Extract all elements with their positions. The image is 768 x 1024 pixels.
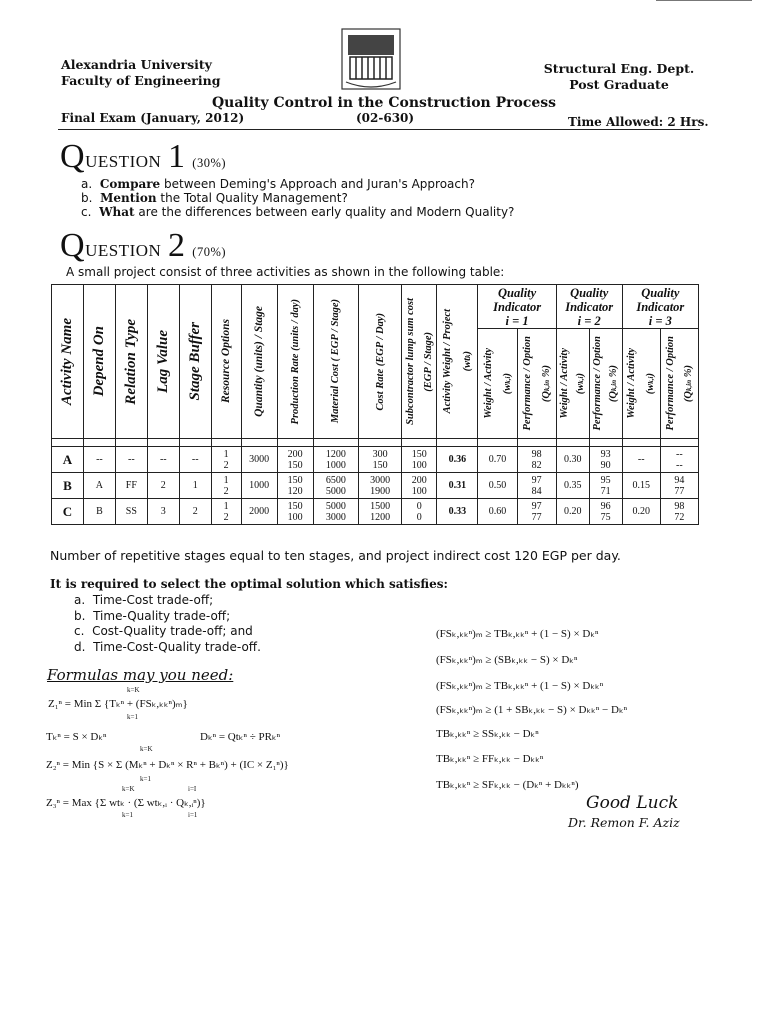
cell-subcontractor-cost-option-2: 100 [411, 485, 427, 497]
header-label-part: ) [575, 372, 587, 377]
qi-word: Indicator [493, 299, 542, 314]
cell-stage-buffer: 1 [179, 473, 211, 499]
item-letter: a. [74, 593, 86, 607]
q2-percent: (70%) [192, 245, 227, 259]
question1-title [60, 138, 226, 176]
col-activity-name [52, 285, 84, 439]
header-label [462, 351, 473, 371]
cell-quantity: 1000 [241, 473, 277, 499]
cell-production-rate [277, 473, 313, 499]
header-label-sup: n [685, 379, 694, 384]
cell-production-rate-option-2: 150 [287, 459, 303, 471]
exam-label: Final Exam (January, 2012) [61, 111, 245, 125]
col-performance-3 [660, 329, 698, 439]
header-label: Depend On [90, 326, 107, 397]
header-label: Lag Value [154, 330, 171, 393]
z3-lower-limit-k: k=1 [122, 811, 133, 819]
header-label: Subcontractor lump sum cost [405, 298, 416, 425]
cell-resource-option [211, 473, 241, 499]
col-performance-2 [589, 329, 622, 439]
header-label-sub: k,i [542, 383, 551, 391]
cell-performance-1-option-1: 97 [531, 474, 542, 486]
cell-subcontractor-cost-option-1: 0 [416, 500, 422, 512]
cell-activity-name: C [52, 499, 84, 525]
cell-activity-weight: 0.31 [437, 473, 478, 499]
cell-performance-3-option-2: 77 [674, 485, 685, 497]
header-label-sub: k,i [503, 376, 512, 384]
col-resource-options [211, 285, 241, 439]
z2-formula: Z₂ⁿ = Min {S × Σ (Mₖⁿ + Dₖⁿ × Rⁿ + Bₖⁿ) + (IC × Z₁ⁿ)} [46, 759, 289, 771]
signature: Dr. Remon F. Aziz [568, 815, 680, 830]
cell-resource-option-option-1: 1 [223, 448, 229, 460]
cell-subcontractor-cost-option-1: 150 [411, 448, 427, 460]
constraint-6: TBₖ,ₖₖⁿ ≥ FFₖ,ₖₖ − Dₖₖⁿ [436, 753, 544, 765]
cell-resource-option-option-1: 1 [223, 474, 229, 486]
cell-subcontractor-cost-option-2: 0 [416, 511, 422, 523]
q1-percent: (30%) [192, 156, 227, 170]
quality-indicator-1 [478, 285, 556, 329]
col-cost-rate [358, 285, 401, 439]
z3-lower-limit-i: i=1 [188, 811, 198, 819]
header-label-sub: k,i [610, 383, 619, 391]
good-luck: Good Luck [586, 793, 679, 813]
z2-lower-limit: k=1 [140, 775, 151, 783]
q1-number: 1 [168, 138, 186, 175]
q1-word: UESTION [85, 152, 162, 171]
q2-word: UESTION [85, 241, 162, 260]
cell-activity-weight: 0.36 [437, 447, 478, 473]
z1-formula: Z₁ⁿ = Min Σ {Tₖⁿ + (FSₖ,ₖₖⁿ)ₘ} [48, 698, 188, 710]
col-depend-on [83, 285, 115, 439]
cell-material-cost-option-1: 5000 [325, 500, 346, 512]
cell-lag-value: 3 [147, 499, 179, 525]
cell-production-rate [277, 447, 313, 473]
required-item [74, 624, 261, 640]
cell-performance-3 [660, 473, 698, 499]
header-left [61, 57, 220, 89]
header-label-sub: k,i [685, 383, 694, 391]
header-label: Relation Type [122, 318, 139, 405]
cell-performance-3-option-2: -- [676, 459, 683, 471]
header-label-sub: k,i [646, 376, 655, 384]
cell-subcontractor-cost [402, 447, 437, 473]
cell-performance-1 [517, 473, 556, 499]
header-label-part: (w [501, 383, 513, 395]
col-weight-3 [622, 329, 660, 439]
header-label: Activity Weight / Project [441, 309, 453, 414]
cell-lag-value: -- [147, 447, 179, 473]
col-activity-weight [437, 285, 478, 439]
cell-cost-rate-option-2: 150 [372, 459, 388, 471]
question1-items [81, 177, 514, 219]
cell-stage-buffer: 2 [179, 499, 211, 525]
qi-index: i = 3 [648, 313, 672, 328]
cell-depend-on: B [83, 499, 115, 525]
cell-resource-option-option-2: 2 [223, 511, 229, 523]
required-item [74, 609, 261, 625]
header-label-sub: k,i [577, 376, 586, 384]
header-label-part: (Q [540, 390, 552, 403]
cell-material-cost-option-1: 6500 [325, 474, 346, 486]
cell-material-cost [313, 447, 358, 473]
cell-resource-option-option-1: 1 [223, 500, 229, 512]
cell-subcontractor-cost-option-2: 100 [411, 459, 427, 471]
header-label-sup: n [542, 379, 551, 384]
col-weight-1 [478, 329, 517, 439]
header-label: Cost Rate (EGP / Day) [374, 312, 386, 411]
header-label [541, 365, 552, 402]
cell-subcontractor-cost [402, 473, 437, 499]
cell-performance-3-option-1: 94 [674, 474, 685, 486]
cell-material-cost [313, 473, 358, 499]
header-label: Material Cost ( EGP / Stage) [330, 299, 342, 424]
table-body [52, 447, 699, 525]
cell-weight-1: 0.70 [478, 447, 517, 473]
cell-activity-name: B [52, 473, 84, 499]
col-subcontractor-cost [402, 285, 437, 439]
header-label: Stage Buffer [186, 322, 203, 401]
header-label: Performance / Option [592, 336, 604, 431]
cell-performance-1-option-1: 98 [531, 448, 542, 460]
constraint-2: (FSₖ,ₖₖⁿ)ₘ ≥ (SBₖ,ₖₖ − S) × Dₖⁿ [436, 654, 578, 666]
q1-initial: Q [60, 138, 86, 175]
q1-item [81, 191, 514, 205]
header-label-part: %) [683, 364, 695, 380]
item-text: Cost-Quality trade-off; and [92, 624, 253, 638]
cell-production-rate-option-2: 100 [287, 511, 303, 523]
header-right [540, 61, 698, 93]
item-text: Time-Quality trade-off; [93, 608, 231, 623]
col-production-rate [277, 285, 313, 439]
cell-material-cost-option-2: 5000 [325, 485, 346, 497]
col-performance-1 [517, 329, 556, 439]
item-text: the Total Quality Management? [160, 191, 348, 205]
cell-resource-option-option-2: 2 [223, 485, 229, 497]
time-allowed: Time Allowed: 2 Hrs. [568, 115, 709, 129]
cell-performance-3-option-1: 98 [674, 500, 685, 512]
cell-performance-3-option-1: -- [676, 448, 683, 460]
cell-weight-2: 0.20 [556, 499, 589, 525]
required-item [74, 640, 261, 656]
col-weight-2 [556, 329, 589, 439]
cell-stage-buffer: -- [179, 447, 211, 473]
cell-depend-on: A [83, 473, 115, 499]
cell-resource-option [211, 499, 241, 525]
header-label: Weight / Activity [559, 348, 571, 419]
z3-upper-limit-i: i=I [188, 785, 197, 793]
header-label-part: %) [608, 364, 620, 380]
cell-performance-2 [589, 447, 622, 473]
item-keyword: Mention [100, 191, 157, 205]
header-label-part: %) [540, 364, 552, 380]
cell-production-rate [277, 499, 313, 525]
header-label: Activity Name [58, 317, 75, 406]
header-label [683, 365, 694, 402]
cell-cost-rate [358, 447, 401, 473]
cell-relation-type: -- [115, 447, 147, 473]
cell-weight-2: 0.30 [556, 447, 589, 473]
header-label: Weight / Activity [482, 348, 494, 419]
header-label: Performance / Option [664, 336, 676, 431]
cell-resource-option [211, 447, 241, 473]
cell-performance-2-option-1: 95 [600, 474, 611, 486]
required-items [74, 593, 261, 655]
item-keyword: What [99, 205, 135, 219]
tk-formula: Tₖⁿ = S × Dₖⁿ [46, 731, 107, 743]
cell-production-rate-option-1: 150 [287, 500, 303, 512]
item-letter: c. [74, 624, 85, 638]
header-label-sup: n [610, 379, 619, 384]
q1-item [81, 177, 514, 191]
qi-word: Indicator [636, 299, 685, 314]
after-table-note: Number of repetitive stages equal to ten stages, and project indirect cost 120 EGP per day. [50, 548, 621, 563]
col-relation-type [115, 285, 147, 439]
col-stage-buffer [179, 285, 211, 439]
cell-production-rate-option-1: 200 [287, 448, 303, 460]
constraint-5: TBₖ,ₖₖⁿ ≥ SSₖ,ₖₖ − Dₖⁿ [436, 728, 539, 740]
cell-activity-name: A [52, 447, 84, 473]
cell-performance-2 [589, 499, 622, 525]
cell-weight-2: 0.35 [556, 473, 589, 499]
header-divider [58, 129, 700, 130]
item-letter: a. [81, 177, 93, 191]
question2-title [60, 227, 226, 265]
table-spacer-row [52, 439, 699, 447]
header-label-part: ) [462, 351, 474, 355]
constraint-7: TBₖ,ₖₖⁿ ≥ SFₖ,ₖₖ − (Dₖⁿ + Dₖₖⁿ) [436, 779, 579, 791]
cell-lag-value: 2 [147, 473, 179, 499]
cell-material-cost [313, 499, 358, 525]
header-label-part: ) [501, 372, 513, 377]
cell-weight-1: 0.60 [478, 499, 517, 525]
cell-quantity: 2000 [241, 499, 277, 525]
header-label-sub: k [464, 354, 473, 359]
q2-initial: Q [60, 227, 86, 264]
cell-performance-3 [660, 499, 698, 525]
col-material-cost [313, 285, 358, 439]
z1-upper-limit: k=K [127, 686, 140, 694]
header-label: Resource Options [220, 319, 233, 404]
header-label: (EGP / Stage) [422, 331, 434, 392]
table-header-top [52, 285, 699, 329]
university-logo [340, 26, 402, 92]
university-name: Alexandria University [61, 57, 212, 72]
qi-index: i = 2 [577, 313, 601, 328]
quality-indicator-2 [556, 285, 622, 329]
item-keyword: Compare [99, 177, 161, 191]
cell-cost-rate-option-1: 300 [372, 448, 388, 460]
cell-quantity: 3000 [241, 447, 277, 473]
cell-performance-1-option-1: 97 [531, 500, 542, 512]
z3-upper-limit-k: k=K [122, 785, 135, 793]
cell-material-cost-option-1: 1200 [325, 448, 346, 460]
cell-relation-type: FF [115, 473, 147, 499]
cell-resource-option-option-2: 2 [223, 459, 229, 471]
cell-weight-3: 0.15 [622, 473, 660, 499]
cell-material-cost-option-2: 3000 [325, 511, 346, 523]
cell-performance-3-option-2: 72 [674, 511, 685, 523]
cell-subcontractor-cost [402, 499, 437, 525]
cell-performance-2-option-1: 96 [600, 500, 611, 512]
cell-performance-2-option-2: 75 [600, 511, 611, 523]
constraint-3: (FSₖ,ₖₖⁿ)ₘ ≥ TBₖ,ₖₖⁿ + (1 − S) × Dₖₖⁿ [436, 680, 604, 692]
cell-cost-rate-option-1: 3000 [370, 474, 391, 486]
header-label: Quantity (units) / Stage [253, 306, 266, 417]
faculty-name: Faculty of Engineering [61, 73, 221, 88]
cell-performance-2-option-2: 71 [600, 485, 611, 497]
header-label-part: (w [644, 383, 656, 395]
quality-indicator-3 [622, 285, 698, 329]
cell-cost-rate-option-2: 1200 [370, 511, 391, 523]
table-row [52, 473, 699, 499]
cell-cost-rate [358, 499, 401, 525]
item-text: Time-Cost trade-off; [92, 593, 214, 607]
cell-cost-rate [358, 473, 401, 499]
q2-number: 2 [168, 227, 186, 264]
qi-word: Indicator [565, 299, 614, 314]
cell-performance-1 [517, 499, 556, 525]
item-letter: b. [81, 191, 93, 205]
cell-depend-on: -- [83, 447, 115, 473]
required-title: It is required to select the optimal solution which satisfies: [50, 577, 448, 591]
item-letter: b. [74, 608, 86, 623]
dk-formula: Dₖⁿ = Qtₖⁿ ÷ PRₖⁿ [200, 731, 281, 743]
scan-edge-line [656, 0, 752, 1]
header-label-part: (Q [683, 390, 695, 403]
cell-performance-3 [660, 447, 698, 473]
q1-item [81, 205, 514, 219]
item-text: are the differences between early quality and Modern Quality? [138, 205, 515, 219]
z3-formula: Z₃ⁿ = Max {Σ wtₖ · (Σ wtₖ,ᵢ · Qₖ,ᵢⁿ)} [46, 797, 206, 809]
cell-performance-1-option-2: 82 [531, 459, 542, 471]
q2-intro: A small project consist of three activities as shown in the following table: [66, 265, 505, 279]
course-code: (02-630) [356, 111, 415, 125]
program-name: Post Graduate [569, 77, 669, 92]
cell-weight-1: 0.50 [478, 473, 517, 499]
header-label [575, 373, 586, 394]
cell-weight-3: -- [622, 447, 660, 473]
cell-cost-rate-option-1: 1500 [370, 500, 391, 512]
department-name: Structural Eng. Dept. [543, 61, 695, 76]
cell-material-cost-option-2: 1000 [325, 459, 346, 471]
item-text: Time-Cost-Quality trade-off. [93, 639, 261, 654]
col-quantity [241, 285, 277, 439]
cell-weight-3: 0.20 [622, 499, 660, 525]
header-label: Weight / Activity [626, 348, 638, 419]
header-label [502, 373, 513, 394]
col-lag-value [147, 285, 179, 439]
item-text: between Deming's Approach and Juran's Approach? [164, 177, 475, 191]
table-row [52, 447, 699, 473]
header-label-part: (w [575, 383, 587, 395]
header-label-part: ) [644, 372, 656, 377]
qi-index: i = 1 [505, 313, 529, 328]
formulas-title: Formulas may you need: [47, 666, 234, 684]
course-title: Quality Control in the Construction Process [211, 95, 557, 111]
cell-performance-2 [589, 473, 622, 499]
qi-word: Quality [498, 285, 537, 300]
cell-relation-type: SS [115, 499, 147, 525]
z1-lower-limit: k=1 [127, 713, 138, 721]
cell-performance-1-option-2: 84 [531, 485, 542, 497]
header-label [608, 365, 619, 402]
header-label: Performance / Option [521, 336, 533, 431]
cell-activity-weight: 0.33 [437, 499, 478, 525]
cell-subcontractor-cost-option-1: 200 [411, 474, 427, 486]
cell-performance-2-option-2: 90 [600, 459, 611, 471]
activities-table [51, 284, 699, 525]
item-letter: d. [74, 639, 86, 654]
qi-word: Quality [570, 285, 609, 300]
required-item [74, 593, 261, 609]
cell-performance-1 [517, 447, 556, 473]
cell-cost-rate-option-2: 1900 [370, 485, 391, 497]
constraint-1: (FSₖ,ₖₖⁿ)ₘ ≥ TBₖ,ₖₖⁿ + (1 − S) × Dₖⁿ [436, 628, 599, 640]
table-row [52, 499, 699, 525]
z2-upper-limit: k=K [140, 745, 153, 753]
cell-performance-2-option-1: 93 [600, 448, 611, 460]
cell-production-rate-option-2: 120 [287, 485, 303, 497]
header-label: Production Rate (units / day) [289, 298, 301, 425]
item-letter: c. [81, 205, 92, 219]
header-label-part: (wt [462, 358, 474, 372]
header-label-part: (Q [608, 390, 620, 403]
qi-word: Quality [641, 285, 680, 300]
header-label [645, 373, 656, 394]
constraint-4: (FSₖ,ₖₖⁿ)ₘ ≥ (1 + SBₖ,ₖₖ − S) × Dₖₖⁿ − Dₖⁿ [436, 704, 628, 716]
cell-production-rate-option-1: 150 [287, 474, 303, 486]
cell-performance-1-option-2: 77 [531, 511, 542, 523]
